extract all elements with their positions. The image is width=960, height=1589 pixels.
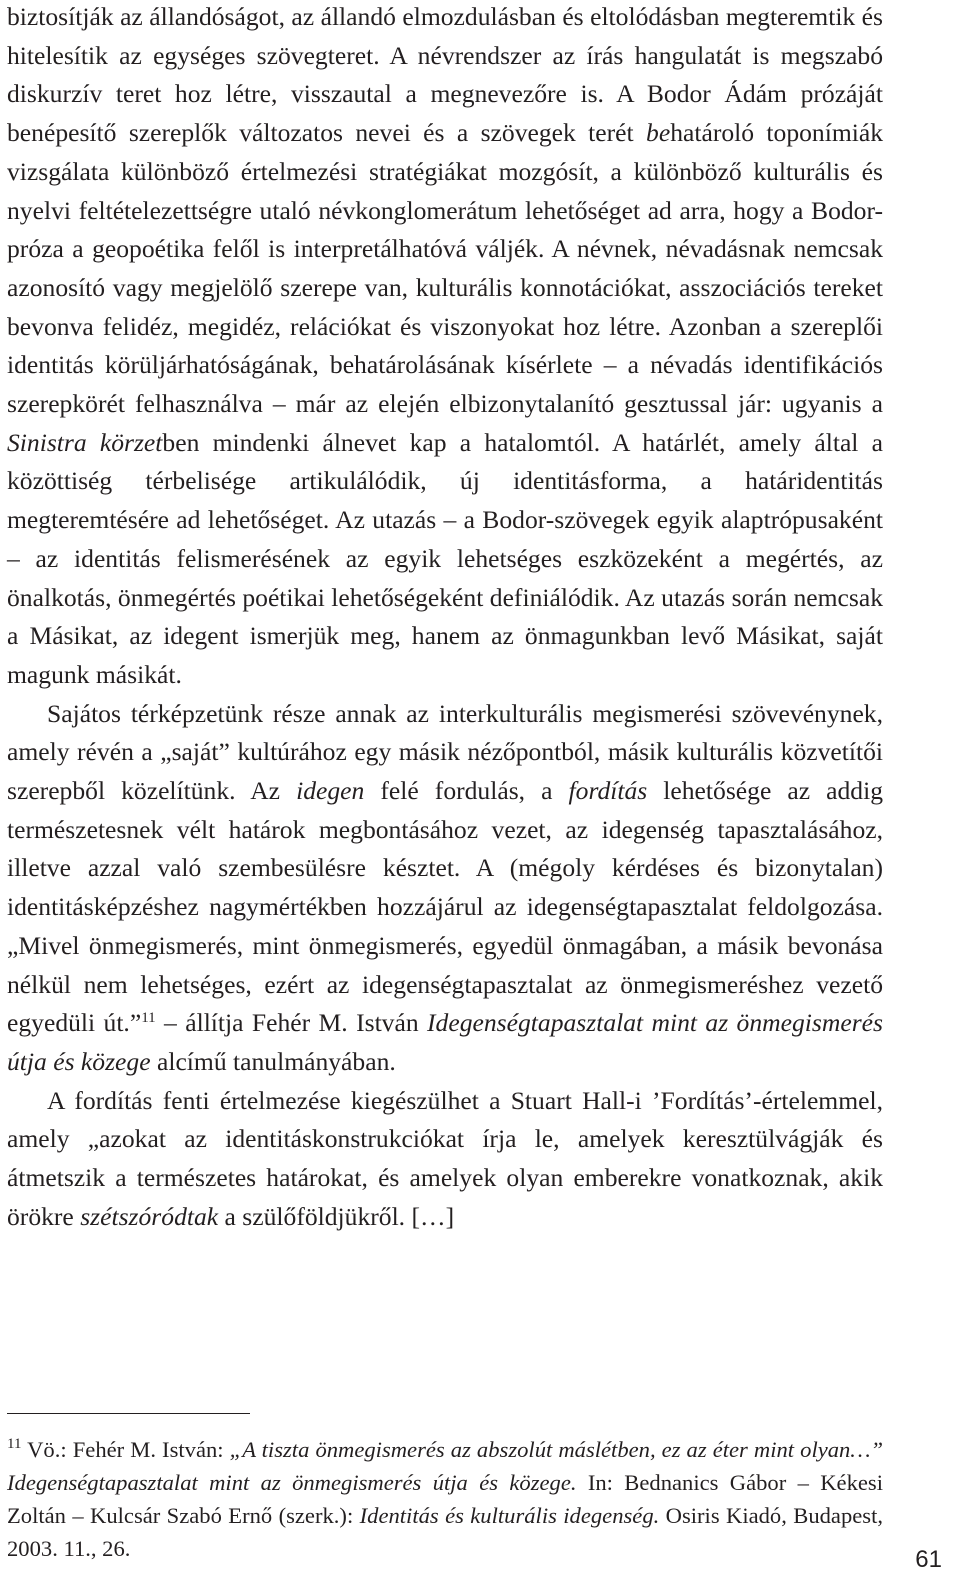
footnote-reference: 11 bbox=[141, 1010, 156, 1027]
footnote: $^{11}$ Vö.: Fehér M. István: „A tiszta önmegismerés az abszolút máslétben, ez az éter mint olyan…” Idegenségtapasztalat mint az önmegismerés útja és közege. In: Bednanics Gábor – Kékesi Zoltán – Kulcsár Szabó Ernő (szerk.): Identitás és kulturális idegenség. Osiris Kiadó, Budapest, 2003. 11., 26. bbox=[7, 1436, 884, 1561]
paragraph-2: Sajátos térképzetünk része annak az interkulturális megismerési szövevénynek, amely révén a „saját” kultúrához egy másik nézőpontból, másik kulturális közvetítői szerepből közelítünk. Az idegen felé fordulás, a fordítás lehetősége az addig természetesnek vélt határok megbontásához vezet, az idegenség tapasztalásához, illetve azzal való szembesülésre késztet. A (mégoly kérdéses és bizonytalan) identitásképzéshez nagymértékben hozzájárul az idegenségtapasztalat feldolgozása. „Mivel önmegismerés, mint önmegismerés, egyedül önmagában, a másik bevonása nélkül nem lehetséges, ezért az idegenségtapasztalat az önmegismeréshez vezető egyedüli út.”$^{11}$ – állítja Fehér M. István Idegenségtapasztalat mint az önmegismerés útja és közege alcímű tanulmányában. bbox=[7, 698, 883, 1076]
paragraph-3: A fordítás fenti értelmezése kiegészülhet a Stuart Hall-i ’Fordítás’-értelemmel, amely „azokat az identitáskonstrukciókat írja le, amelyek keresztülvágják és átmetszik a természetes határokat, és amelyek olyan emberekre vonatkoznak, akik örökre szétszóródtak a szülőföldjükről. […] bbox=[7, 1085, 883, 1231]
body-text bbox=[7, 0, 883, 1237]
paragraph-1: biztosítják az állandóságot, az állandó elmozdulásban és eltolódásban megteremtik és hitelesítik az egységes szövegteret. A névrendszer az írás hangulatát is megszabó diskurzív teret hoz létre, visszautal a megnevezőre is. A Bodor Ádám prózáját benépesítő szereplők változatos nevei és a szövegek terét behatároló toponímiák vizsgálata különböző értelmezési stratégiákat mozgósít, a különböző kulturális és nyelvi feltételezettségre utaló névkonglomerátum lehetőséget ad arra, hogy a Bodor-próza a geopoétika felől is interpretálhatóvá váljék. A névnek, névadásnak nemcsak azonosító vagy megjelölő szerepe van, kulturális konnotációkat, asszociációs tereket bevonva felidéz, megidéz, relációkat és viszonyokat hoz létre. Azonban a szereplői identitás körüljárhatóságának, behatárolásának kísérlete – a névadás identifikációs szerepkörét felhasználva – már az elején elbizonytalanító gesztussal jár: ugyanis a Sinistra körzetben mindenki álnevet kap a hatalomtól. A határlét, amely által a közöttiség térbelisége artikulálódik, új identitásforma, a határidentitás megteremtésére ad lehetőséget. Az utazás – a Bodor-szövegek egyik alaptrópusaként – az identitás felismerésének az egyik lehetséges eszközeként a megértés, az önalkotás, önmegértés poétikai lehetőségeként definiálódik. Az utazás során nemcsak a Másikat, az idegent ismerjük meg, hanem az önmagunkban levő Másikat, saját magunk másikát. bbox=[7, 2, 883, 689]
footnote-separator bbox=[7, 1413, 250, 1414]
page-number: 61 bbox=[915, 1546, 942, 1573]
footnote-number: 11 bbox=[7, 1436, 22, 1452]
